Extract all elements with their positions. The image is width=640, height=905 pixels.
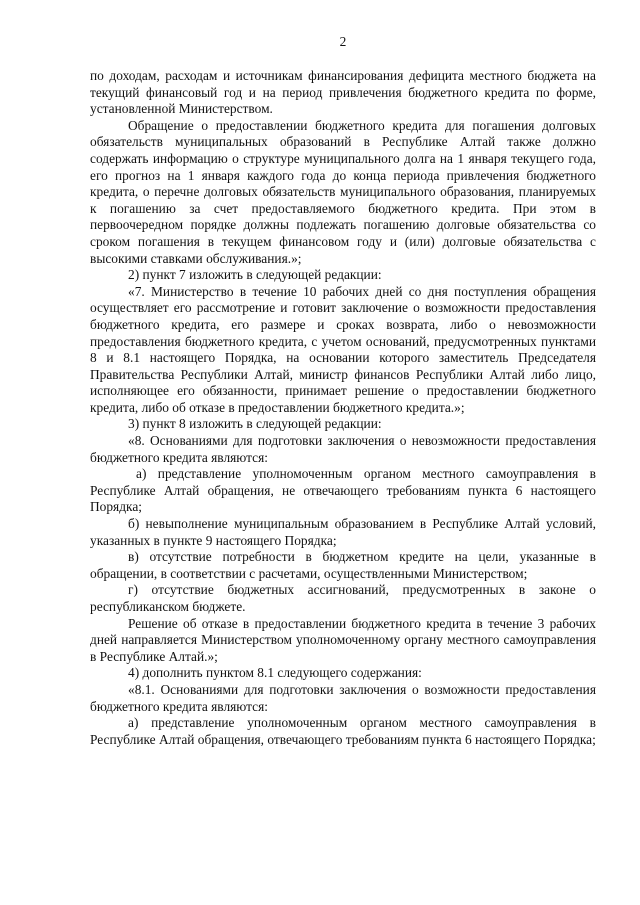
paragraph-continuation: по доходам, расходам и источникам финансирования дефицита местного бюджета на текущий финансовый год и на период привлечения бюджетного кредита по форме, установленной Министерством. — [90, 68, 596, 117]
paragraph-clause-8-1: «8.1. Основаниями для подготовки заключения о возможности предоставления бюджетного кредита являются: — [90, 681, 596, 714]
paragraph-clause-8-b: б) невыполнение муниципальным образованием в Республике Алтай условий, указанных в пункте 9 настоящего Порядка; — [90, 516, 596, 548]
paragraph-refusal-decision: Решение об отказе в предоставлении бюджетного кредита в течение 3 рабочих дней направляется Министерством уполномоченному органу местного самоуправления в Республике Алтай.»; — [90, 615, 596, 664]
page-number: 2 — [339, 34, 347, 49]
paragraph-clause-7: «7. Министерство в течение 10 рабочих дней со дня поступления обращения осуществляет его рассмотрение и готовит заключение о возможности предоставления бюджетного кредита, его размере и сроках возврата, либо о невозможности предоставления бюджетного кредита, с учетом оснований, предусмотренных пунктами 8 и 8.1 настоящего Порядка, на основании которого заместитель Председателя Правительства Республики Алтай, министр финансов Республики Алтай либо лицо, исполняющее его обязанности, принимает решение о предоставлении бюджетного кредита, либо об отказе в предоставлении бюджетного кредита.»; — [90, 283, 596, 415]
paragraph-debt-obligations: Обращение о предоставлении бюджетного кредита для погашения долговых обязательств муниципальных образований в Республике Алтай также должно содержать информацию о структуре муниципального долга на 1 января текущего года, его прогноз на 1 января каждого года до конца периода привлечения бюджетного кредита, о перечне долговых обязательств муниципального образования, планируемых к погашению за счет предоставляемого бюджетного кредита. При этом в первоочередном порядке должны подлежать погашению долговые обязательства со сроком погашения в текущем финансовом году и (или) долговые обязательства с высокими ставками обслуживания.»; — [90, 117, 596, 266]
paragraph-clause-8-a: а) представление уполномоченным органом местного самоуправления в Республике Алтай обращения, не отвечающего требованиям пункта 6 настоящего Порядка; — [90, 466, 596, 515]
paragraph-item-4: 4) дополнить пунктом 8.1 следующего содержания: — [128, 665, 422, 681]
paragraph-item-2: 2) пункт 7 изложить в следующей редакции: — [128, 267, 382, 283]
document-page — [90, 34, 596, 748]
paragraph-item-3: 3) пункт 8 изложить в следующей редакции: — [128, 416, 382, 432]
paragraph-clause-8: «8. Основаниями для подготовки заключения о невозможности предоставления бюджетного кредита являются: — [90, 433, 596, 465]
paragraph-clause-8-g: г) отсутствие бюджетных ассигнований, предусмотренных в законе о республиканском бюджете. — [90, 582, 596, 614]
paragraph-clause-8-1-a: а) представление уполномоченным органом местного самоуправления в Республике Алтай обращения, отвечающего требованиям пункта 6 настоящего Порядка; — [90, 715, 596, 747]
paragraph-clause-8-v: в) отсутствие потребности в бюджетном кредите на цели, указанные в обращении, в соответствии с расчетами, осуществленными Министерством; — [90, 549, 596, 581]
